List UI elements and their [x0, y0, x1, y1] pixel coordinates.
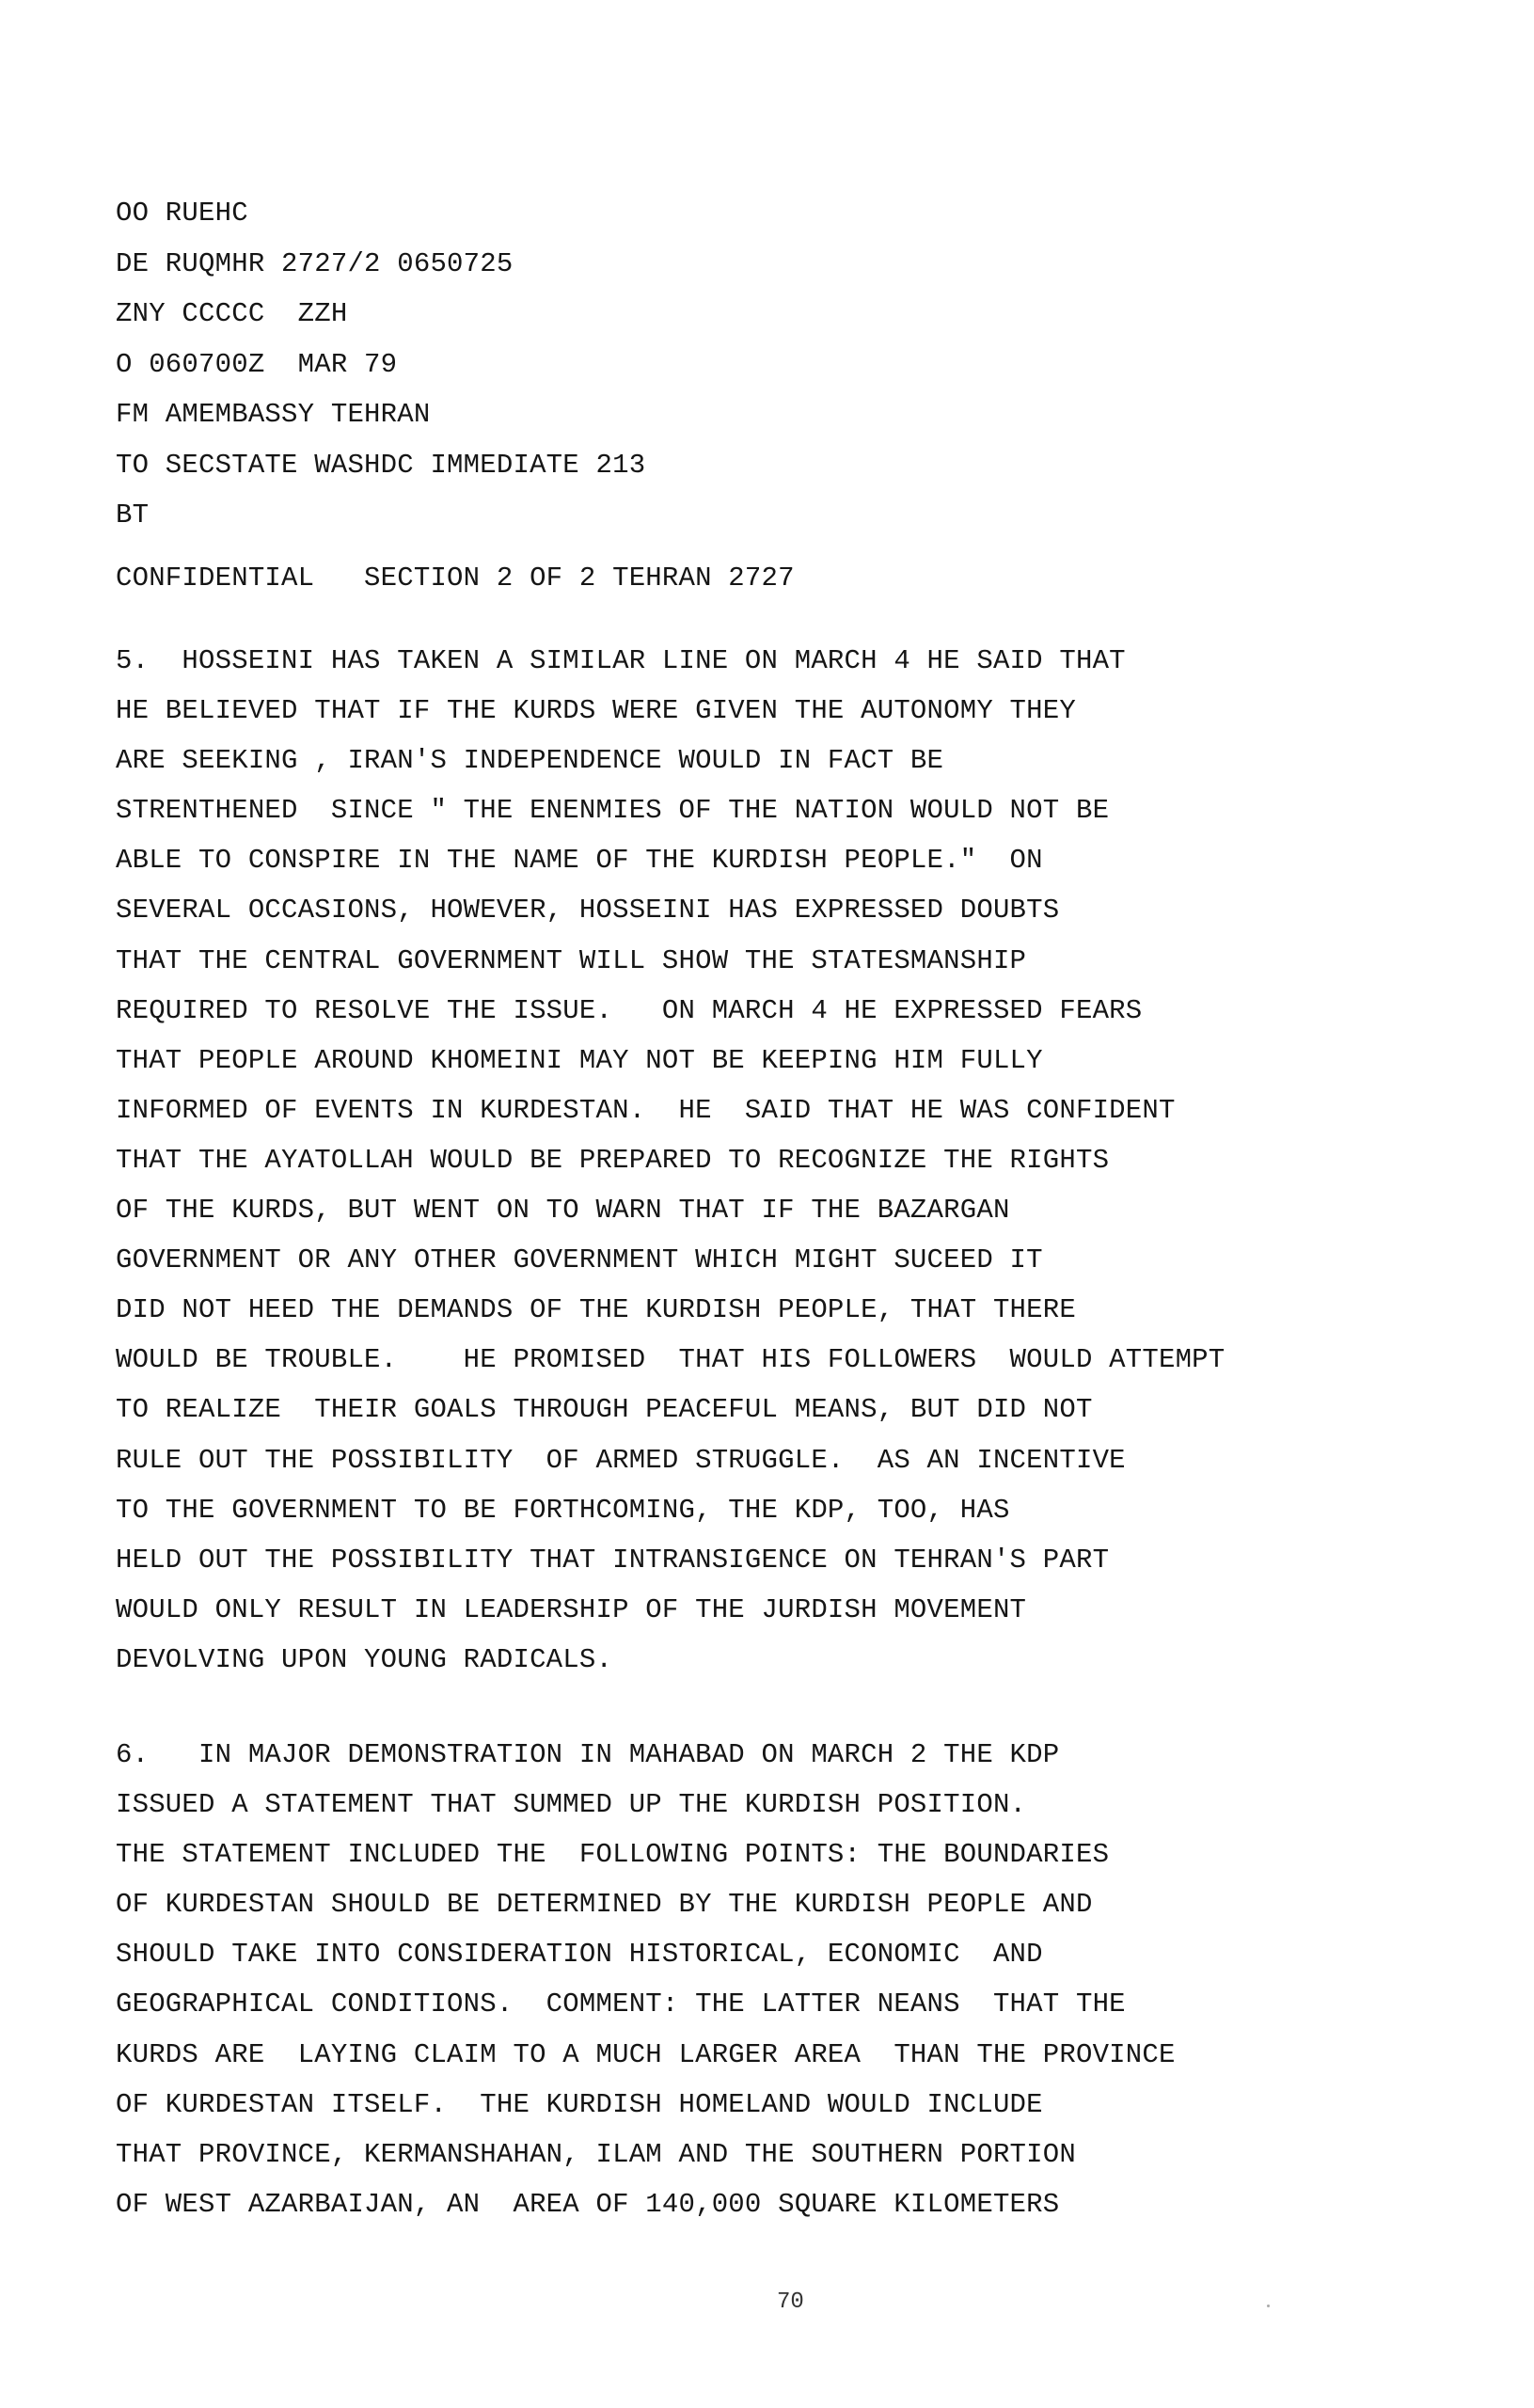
paragraph-line: OF KURDESTAN SHOULD BE DETERMINED BY THE KURDISH PEOPLE AND [116, 1889, 1093, 1921]
header-from-line: FM AMEMBASSY TEHRAN [116, 399, 431, 430]
paragraph-line: ARE SEEKING , IRAN'S INDEPENDENCE WOULD IN FACT BE [116, 745, 944, 777]
cable-header [116, 188, 1432, 541]
scan-speck [1267, 2305, 1270, 2307]
paragraph-line: OF WEST AZARBAIJAN, AN AREA OF 140,000 SQUARE KILOMETERS [116, 2188, 1060, 2220]
paragraph-line: OF KURDESTAN ITSELF. THE KURDISH HOMELAND WOULD INCLUDE [116, 2088, 1043, 2120]
header-date-time-group-line: O 060700Z MAR 79 [116, 348, 398, 380]
paragraph-line: REQUIRED TO RESOLVE THE ISSUE. ON MARCH 4 HE EXPRESSED FEARS [116, 994, 1143, 1026]
header-routing-line: DE RUQMHR 2727/2 0650725 [116, 247, 514, 279]
paragraph-line: THAT THE AYATOLLAH WOULD BE PREPARED TO RECOGNIZE THE RIGHTS [116, 1144, 1110, 1176]
paragraph-line: WOULD ONLY RESULT IN LEADERSHIP OF THE JURDISH MOVEMENT [116, 1593, 1027, 1625]
header-break-line: BT [116, 499, 150, 531]
paragraph-line: TO REALIZE THEIR GOALS THROUGH PEACEFUL MEANS, BUT DID NOT [116, 1394, 1093, 1426]
paragraph-line: THAT THE CENTRAL GOVERNMENT WILL SHOW THE STATESMANSHIP [116, 944, 1027, 976]
paragraph-line: ABLE TO CONSPIRE IN THE NAME OF THE KURDISH PEOPLE." ON [116, 845, 1043, 877]
paragraph-line: TO THE GOVERNMENT TO BE FORTHCOMING, THE KDP, TOO, HAS [116, 1494, 1010, 1526]
paragraph-line: STRENTHENED SINCE " THE ENENMIES OF THE NATION WOULD NOT BE [116, 795, 1110, 827]
paragraph-5 [116, 636, 1489, 1685]
paragraph-line: SEVERAL OCCASIONS, HOWEVER, HOSSEINI HAS EXPRESSED DOUBTS [116, 895, 1060, 927]
paragraph-line: DID NOT HEED THE DEMANDS OF THE KURDISH PEOPLE, THAT THERE [116, 1294, 1076, 1326]
classification-section-line: CONFIDENTIAL SECTION 2 OF 2 TEHRAN 2727 [116, 562, 795, 594]
paragraph-line: SHOULD TAKE INTO CONSIDERATION HISTORICAL, ECONOMIC AND [116, 1939, 1043, 1971]
paragraph-line: 5. HOSSEINI HAS TAKEN A SIMILAR LINE ON MARCH 4 HE SAID THAT [116, 645, 1126, 676]
paragraph-line: HE BELIEVED THAT IF THE KURDS WERE GIVEN THE AUTONOMY THEY [116, 695, 1076, 727]
header-to-line: TO SECSTATE WASHDC IMMEDIATE 213 [116, 449, 646, 481]
paragraph-line: GEOGRAPHICAL CONDITIONS. COMMENT: THE LATTER NEANS THAT THE [116, 1988, 1126, 2020]
paragraph-line: KURDS ARE LAYING CLAIM TO A MUCH LARGER AREA THAN THE PROVINCE [116, 2038, 1176, 2070]
paragraph-line: THAT PROVINCE, KERMANSHAHAN, ILAM AND THE SOUTHERN PORTION [116, 2138, 1076, 2170]
paragraph-6 [116, 1730, 1489, 2229]
header-precedence-line: OO RUEHC [116, 198, 248, 229]
paragraph-line: GOVERNMENT OR ANY OTHER GOVERNMENT WHICH MIGHT SUCEED IT [116, 1244, 1043, 1276]
header-classification-code-line: ZNY CCCCC ZZH [116, 298, 348, 329]
paragraph-line: OF THE KURDS, BUT WENT ON TO WARN THAT IF THE BAZARGAN [116, 1195, 1010, 1227]
paragraph-line: 6. IN MAJOR DEMONSTRATION IN MAHABAD ON MARCH 2 THE KDP [116, 1739, 1060, 1770]
paragraph-line: INFORMED OF EVENTS IN KURDESTAN. HE SAID THAT HE WAS CONFIDENT [116, 1094, 1176, 1126]
page-number: 70 [777, 2289, 804, 2315]
paragraph-line: WOULD BE TROUBLE. HE PROMISED THAT HIS FOLLOWERS WOULD ATTEMPT [116, 1344, 1226, 1376]
paragraph-line: ISSUED A STATEMENT THAT SUMMED UP THE KURDISH POSITION. [116, 1789, 1027, 1821]
paragraph-line: HELD OUT THE POSSIBILITY THAT INTRANSIGENCE ON TEHRAN'S PART [116, 1544, 1110, 1576]
paragraph-line: THE STATEMENT INCLUDED THE FOLLOWING POINTS: THE BOUNDARIES [116, 1839, 1110, 1871]
paragraph-line: DEVOLVING UPON YOUNG RADICALS. [116, 1643, 613, 1675]
paragraph-line: RULE OUT THE POSSIBILITY OF ARMED STRUGGLE. AS AN INCENTIVE [116, 1444, 1126, 1476]
paragraph-line: THAT PEOPLE AROUND KHOMEINI MAY NOT BE KEEPING HIM FULLY [116, 1044, 1043, 1076]
